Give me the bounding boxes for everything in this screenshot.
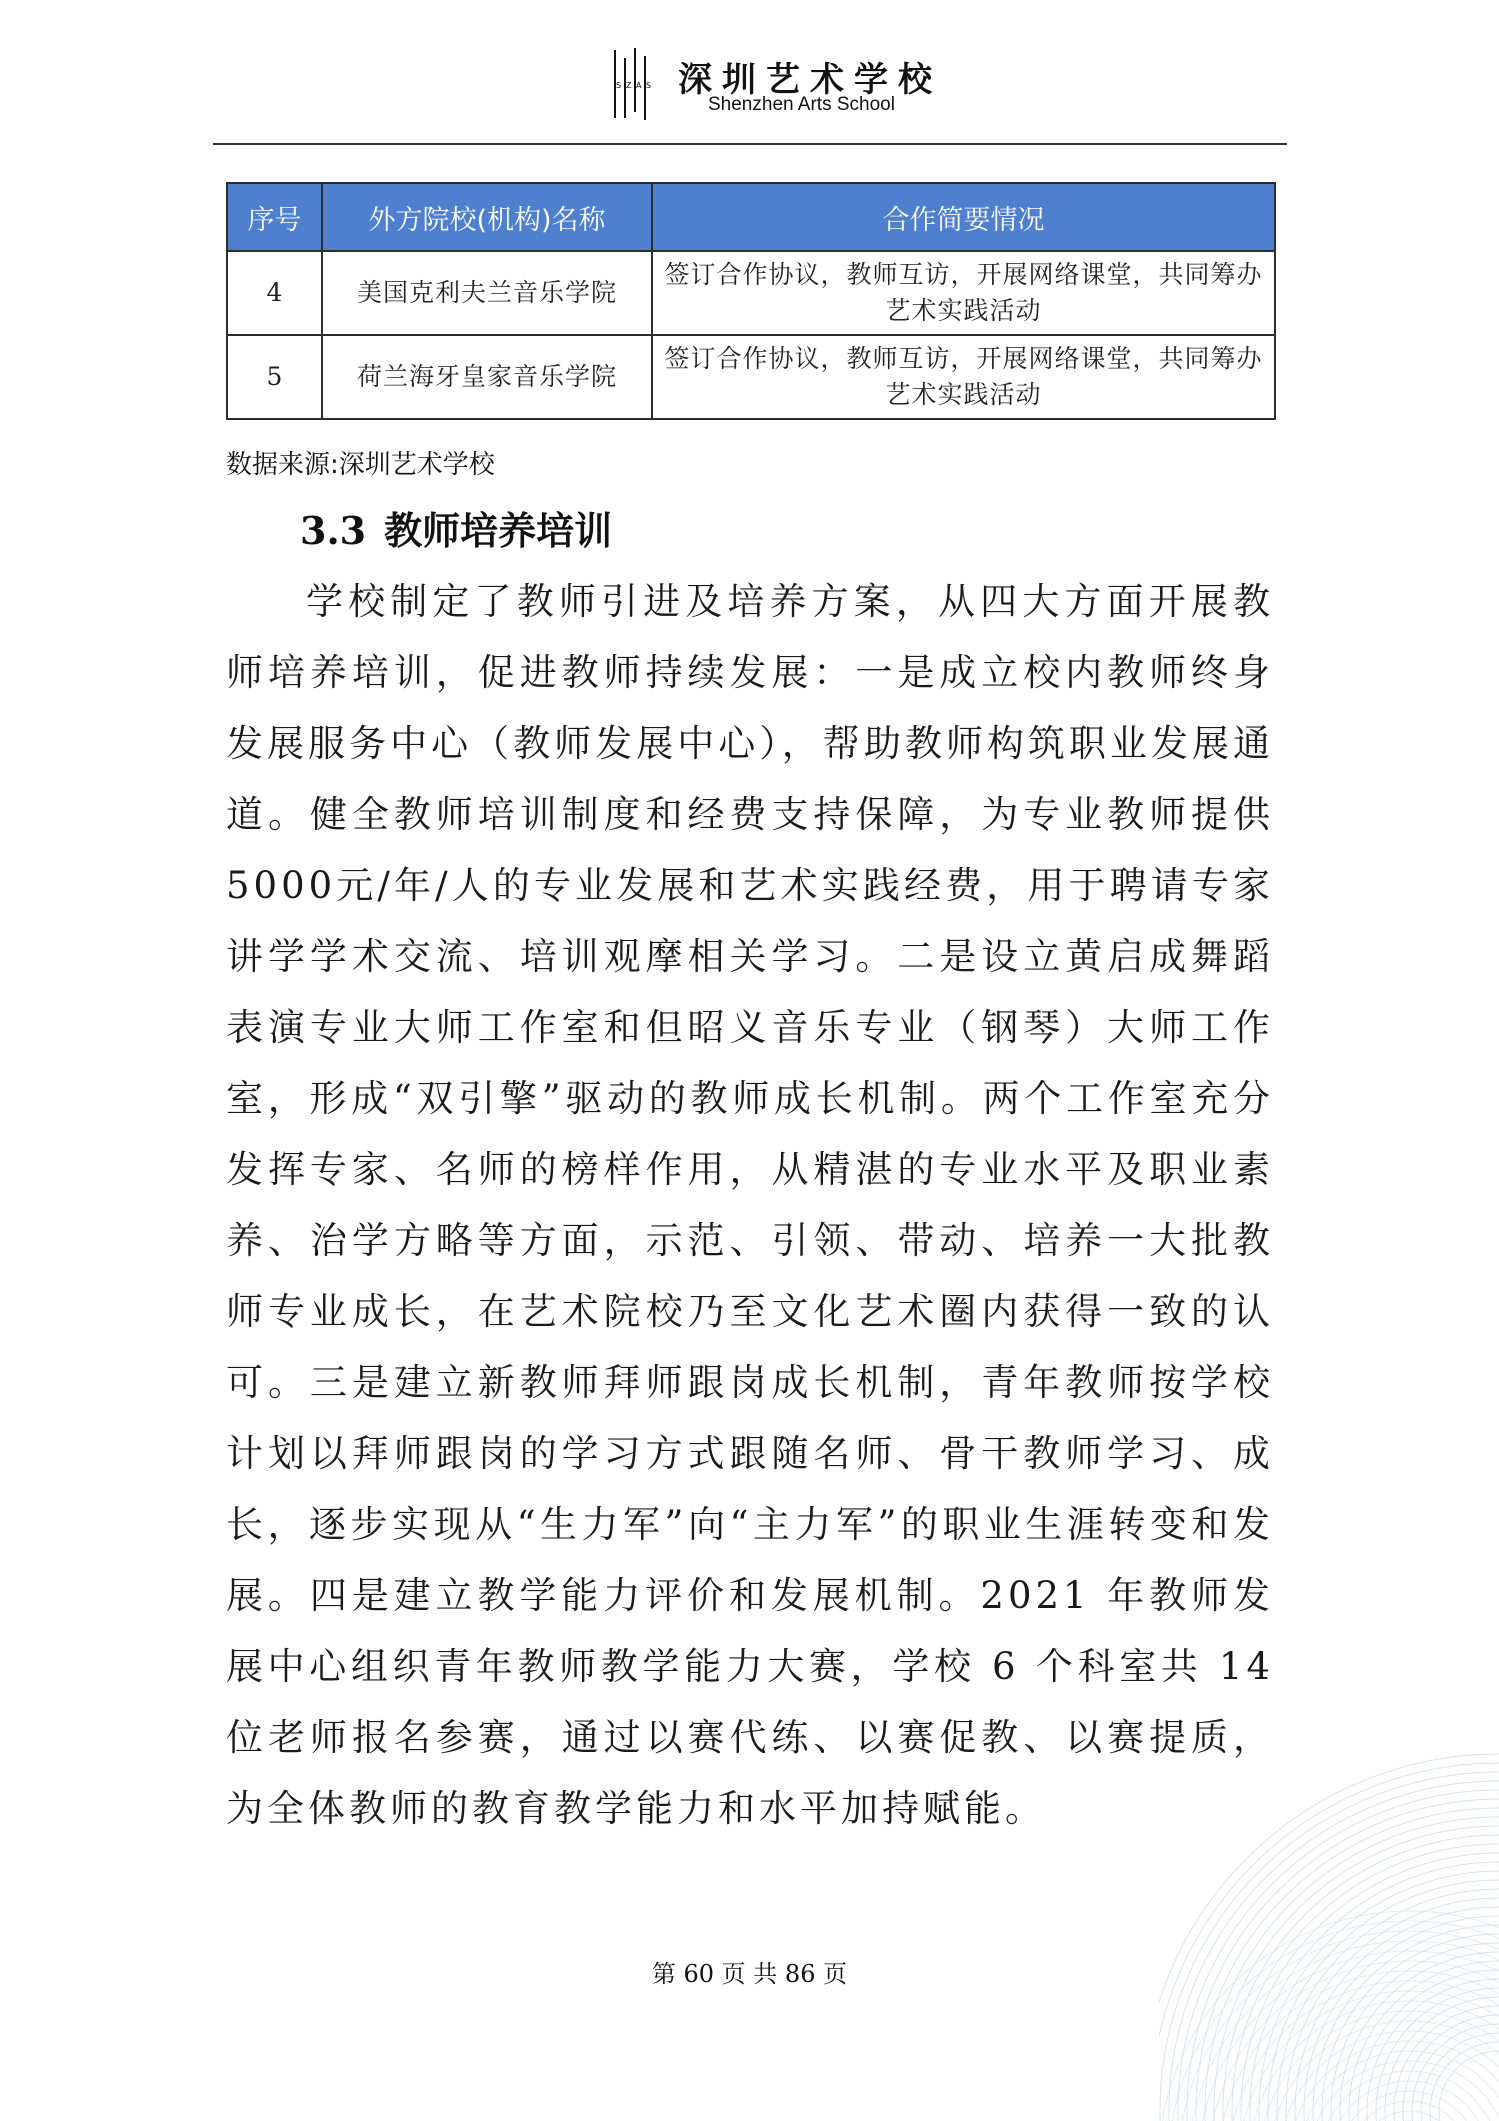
svg-text:Z: Z — [626, 81, 632, 90]
svg-text:A: A — [636, 81, 642, 90]
table-header-row — [227, 183, 1275, 251]
school-logo-icon — [612, 48, 654, 120]
cooperation-summary: 签订合作协议，教师互访，开展网络课堂，共同筹办艺术实践活动 — [652, 335, 1275, 419]
header-cell-institution: 外方院校(机构)名称 — [322, 183, 652, 251]
page-number: 第 60 页 共 86 页 — [651, 1960, 848, 1988]
svg-text:S: S — [616, 81, 622, 90]
row-number: 4 — [227, 251, 322, 335]
section-heading — [300, 500, 612, 555]
header-cell-number: 序号 — [227, 183, 322, 251]
table-row — [227, 251, 1275, 335]
page-header — [0, 0, 1499, 145]
data-source-note: 数据来源:深圳艺术学校 — [226, 450, 495, 480]
section-number: 3.3 — [300, 508, 367, 553]
institution-name: 美国克利夫兰音乐学院 — [322, 251, 652, 335]
institution-name: 荷兰海牙皇家音乐学院 — [322, 335, 652, 419]
row-number: 5 — [227, 335, 322, 419]
header-cell-summary: 合作简要情况 — [652, 183, 1275, 251]
cooperation-table — [226, 182, 1276, 420]
school-name-en: Shenzhen Arts School — [708, 94, 895, 115]
body-paragraph: 学校制定了教师引进及培养方案，从四大方面开展教师培养培训，促进教师持续发展：一是成立校内教师终身发展服务中心（教师发展中心），帮助教师构筑职业发展通道。健全教师培训制度和经费支持保障，为专业教师提供 5000元/年/人的专业发展和艺术实践经费，用于聘请专家讲学学术交流、培训观摩相关学习。二是设立黄启成舞蹈表演专业大师工作室和但昭义音乐专业（钢琴）大师工作室，形成“双引擎”驱动的教师成长机制。两个工作室充分发挥专家、名师的榜样作用，从精湛的专业水平及职业素养、治学方略等方面，示范、引领、带动、培养一大批教师专业成长，在艺术院校乃至文化艺术圈内获得一致的认可。三是建立新教师拜师跟岗成长机制，青年教师按学校计划以拜师跟岗的学习方式跟随名师、骨干教师学习、成长，逐步实现从“生力军”向“主力军”的职业生涯转变和发展。四是建立教学能力评价和发展机制。2021 年教师发展中心组织青年教师教学能力大赛，学校 6 个科室共 14 位老师报名参赛，通过以赛代练、以赛促教、以赛提质，为全体教师的教育教学能力和水平加持赋能。 — [226, 580, 1274, 1830]
corner-decoration-icon — [1159, 1641, 1499, 2121]
section-title: 教师培养培训 — [384, 508, 613, 553]
table-row — [227, 335, 1275, 419]
cooperation-summary: 签订合作协议，教师互访，开展网络课堂，共同筹办艺术实践活动 — [652, 251, 1275, 335]
school-name-cn: 深圳艺术学校 — [678, 60, 942, 100]
svg-text:S: S — [646, 81, 652, 90]
header-divider — [213, 143, 1287, 145]
